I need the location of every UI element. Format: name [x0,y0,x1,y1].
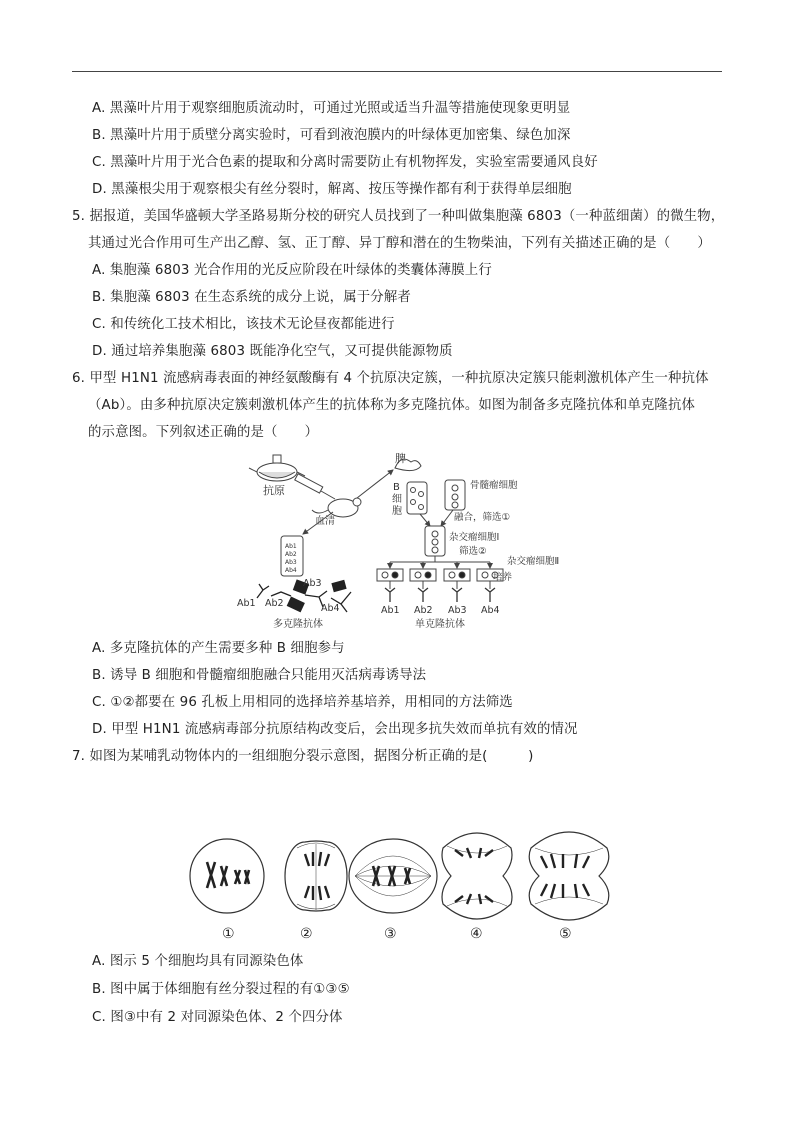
poly-ab1-label: Ab1 [237,598,256,609]
cell-label-2: ② [300,926,313,942]
serum-tube-ab2: Ab2 [285,551,297,558]
mono-ab2-label: Ab2 [414,605,433,616]
q5-stem-line1: 5. 据报道，美国华盛顿大学圣路易斯分校的研究人员找到了一种叫做集胞藻 6803（一种蓝细菌）的微生物， [72,209,725,224]
bcell-tube-icon [407,482,427,514]
antigen-label: 抗原 [263,484,285,497]
mouse-icon [312,498,361,517]
q6-option-b: B. 诱导 B 细胞和骨髓瘤细胞融合只能用灭活病毒诱导法 [92,668,427,683]
mono-ab1-label: Ab1 [381,605,400,616]
poly-ab4-label: Ab4 [321,603,340,614]
bcell-label-xi: 细 [392,494,402,505]
q6-stem-line3: 的示意图。下列叙述正确的是（ ） [88,425,319,440]
q5-option-b: B. 集胞藻 6803 在生态系统的成分上说，属于分解者 [92,290,411,305]
q4-option-c: C. 黑藻叶片用于光合色素的提取和分离时需要防止有机物挥发，实验室需要通风良好 [92,155,598,170]
q7-option-c: C. 图③中有 2 对同源染色体、2 个四分体 [92,1010,343,1025]
hybridoma2-culture-icons [377,569,503,581]
cell-label-5: ⑤ [559,926,572,942]
hybridoma1-tube-icon [425,526,445,556]
serum-tube-ab1: Ab1 [285,543,297,550]
cell-4 [442,833,512,919]
polyclonal-label: 多克隆抗体 [273,619,323,630]
mono-ab4-label: Ab4 [481,605,500,616]
q4-option-b: B. 黑藻叶片用于质壁分离实验时，可看到液泡膜内的叶绿体更加密集、绿色加深 [92,128,571,143]
myeloma-label: 骨髓瘤细胞 [470,480,518,491]
monoclonal-label: 单克隆抗体 [415,619,465,630]
cell-label-4: ④ [470,926,483,942]
serum-label: 血清 [315,516,335,527]
cell-label-1: ① [222,926,235,942]
q6-stem-line2: （Ab）。由多种抗原决定簇刺激机体产生的抗体称为多克隆抗体。如图为制备多克隆抗体和单克隆抗体 [88,398,696,413]
q5-option-c: C. 和传统化工技术相比，该技术无论昼夜都能进行 [92,317,395,332]
serum-tube-ab3: Ab3 [285,559,297,566]
q7-option-b: B. 图中属于体细胞有丝分裂过程的有①③⑤ [92,982,350,997]
screen2-label: 筛选② [459,546,487,557]
myeloma-tube-icon [445,480,465,510]
header-rule [72,71,722,72]
fusion-screen1-label: 融合，筛选① [454,512,511,523]
q6-stem-line1: 6. 甲型 H1N1 流感病毒表面的神经氨酸酶有 4 个抗原决定簇，一种抗原决定簇只能刺激机体产生一种抗体 [72,371,709,386]
bcell-label-bao: 胞 [392,506,402,517]
cell-5 [529,832,609,920]
culture-label: 培养 [493,572,513,583]
q4-option-d: D. 黑藻根尖用于观察根尖有丝分裂时，解离、按压等操作都有利于获得单层细胞 [92,182,572,197]
q7-stem: 7. 如图为某哺乳动物体内的一组细胞分裂示意图，据图分析正确的是( ) [72,749,534,764]
bcell-label-b: B [393,482,400,493]
cell-1 [190,839,264,913]
cell-2 [285,841,347,911]
hybridoma1-label: 杂交瘤细胞Ⅰ [449,532,500,543]
serum-tube-ab4: Ab4 [285,567,297,574]
q5-option-d: D. 通过培养集胞藻 6803 既能净化空气，又可提供能源物质 [92,344,453,359]
syringe-icon [295,474,335,499]
spleen-label: 脾 [395,452,406,465]
poly-ab3-label: Ab3 [303,578,322,589]
mono-ab3-label: Ab3 [448,605,467,616]
cell-label-3: ③ [384,926,397,942]
q7-option-a: A. 图示 5 个细胞均具有同源染色体 [92,954,304,969]
cell-division-figure [185,826,610,926]
q6-option-a: A. 多克隆抗体的产生需要多种 B 细胞参与 [92,641,345,656]
hybridoma2-label: 杂交瘤细胞Ⅱ [507,556,560,567]
antibody-preparation-figure [237,450,575,632]
q4-option-a: A. 黑藻叶片用于观察细胞质流动时，可通过光照或适当升温等措施使现象更明显 [92,101,571,116]
q6-option-c: C. ①②都要在 96 孔板上用相同的选择培养基培养，用相同的方法筛选 [92,695,513,710]
monoclonal-antibody-icons [385,588,495,602]
q6-option-d: D. 甲型 H1N1 流感病毒部分抗原结构改变后，会出现多抗失效而单抗有效的情况 [92,722,578,737]
q5-stem-line2: 其通过光合作用可生产出乙醇、氢、正丁醇、异丁醇和潜在的生物柴油，下列有关描述正确的是（ ） [88,236,711,251]
q5-option-a: A. 集胞藻 6803 光合作用的光反应阶段在叶绿体的类囊体薄膜上行 [92,263,492,278]
cell-3 [349,839,437,913]
poly-ab2-label: Ab2 [265,598,284,609]
